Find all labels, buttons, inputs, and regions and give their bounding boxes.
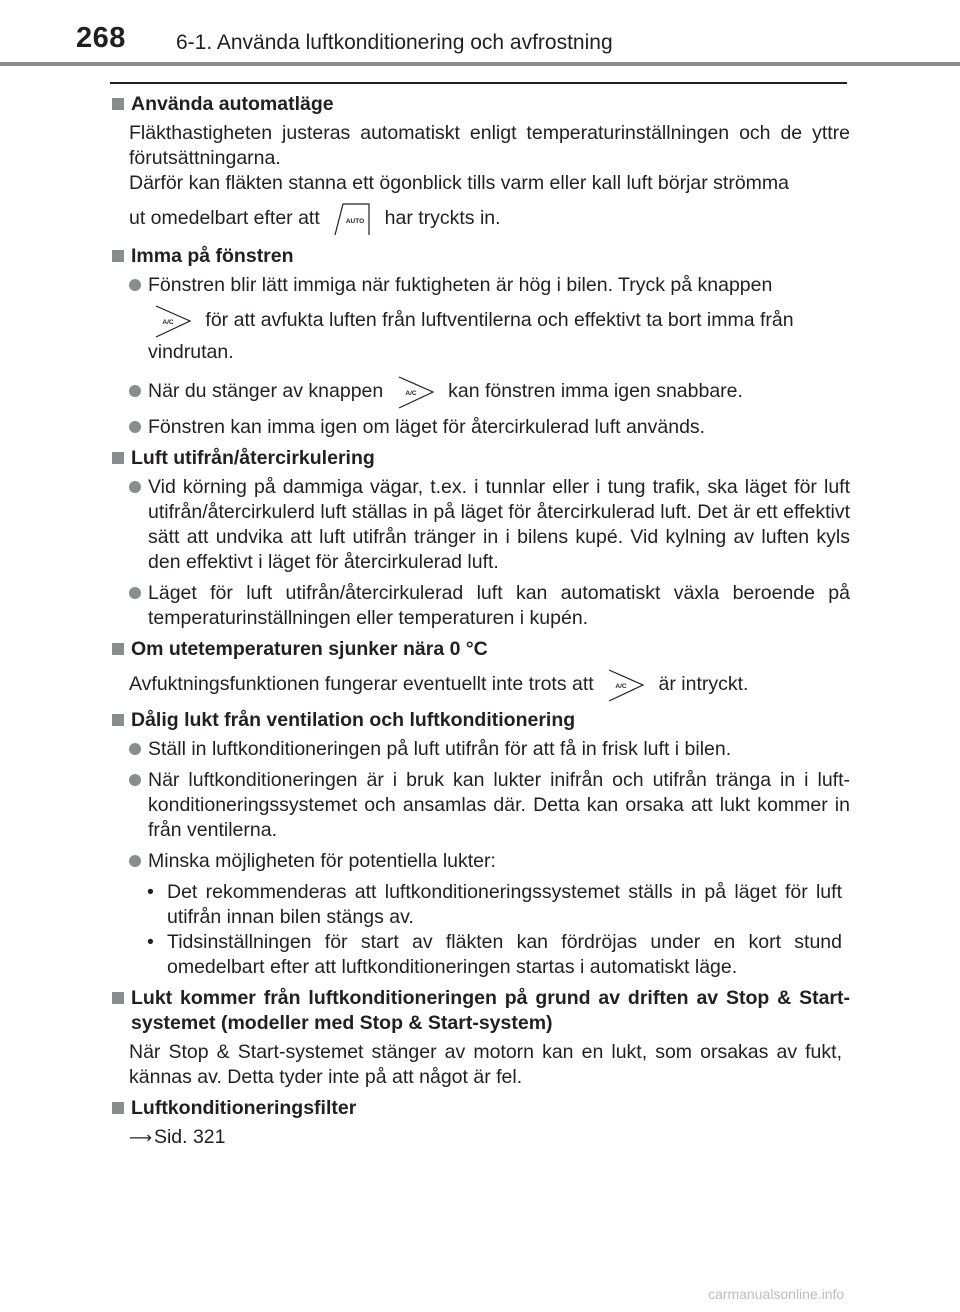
page-reference[interactable]: ⟶ Sid. 321 bbox=[129, 1125, 850, 1151]
section-heading: Använda automatläge bbox=[110, 92, 850, 117]
section-cold-temperature bbox=[110, 637, 850, 702]
section-auto bbox=[110, 92, 850, 236]
section-heading: Dålig lukt från ventilation och luftkonditionering bbox=[110, 708, 850, 733]
list-item: Ställ in luftkonditioneringen på luft utifrån för att få in frisk luft i bilen. bbox=[129, 737, 850, 762]
list-item: Fönstren kan imma igen om läget för återcirkulerad luft används. bbox=[129, 415, 850, 440]
watermark: carmanualsonline.info bbox=[708, 1286, 845, 1302]
section-mist bbox=[110, 244, 850, 440]
list-item: När luftkonditioneringen är i bruk kan lukter inifrån och utifrån tränga in i luft-konditioneringssystemet och ansamlas där. Detta kan orsaka att lukt kommer in från ventilerna. bbox=[129, 768, 850, 843]
section-stop-start bbox=[110, 986, 850, 1090]
paragraph: Därför kan fläkten stanna ett ögonblick tills varm eller kall luft börjar strömma bbox=[129, 172, 790, 194]
section-filter bbox=[110, 1096, 850, 1151]
chapter-title: 6-1. Använda luftkonditionering och avfrostning bbox=[176, 31, 613, 54]
sub-list-item: • Det rekommenderas att luftkonditioneringssystemet ställs in på läget för luft utifrån innan bilen stängs av. bbox=[147, 881, 842, 928]
square-bullet-icon bbox=[112, 98, 124, 110]
paragraph: När Stop & Start-systemet stänger av motorn kan en lukt, som orsakas av fukt, kännas av. Detta tyder inte på att något är fel. bbox=[129, 1041, 842, 1088]
section-heading: Luft utifrån/återcirkulering bbox=[110, 446, 850, 471]
sub-bullet-icon: • bbox=[147, 931, 154, 953]
square-bullet-icon bbox=[112, 643, 124, 655]
ac-button-icon bbox=[154, 304, 192, 338]
header-rule bbox=[0, 62, 960, 66]
section-odor bbox=[110, 708, 850, 980]
bullet-icon bbox=[129, 481, 141, 493]
paragraph: Fläkthastigheten justeras automatiskt enligt temperaturinställningen och de yttre förutsättningarna. bbox=[129, 122, 850, 169]
bullet-icon bbox=[129, 421, 141, 433]
page-header bbox=[0, 0, 960, 66]
ac-button-icon bbox=[397, 375, 435, 409]
square-bullet-icon bbox=[112, 992, 124, 1004]
ac-button-icon bbox=[607, 668, 645, 702]
section-heading: Luftkonditioneringsfilter bbox=[110, 1096, 850, 1121]
square-bullet-icon bbox=[112, 250, 124, 262]
square-bullet-icon bbox=[112, 714, 124, 726]
auto-button-icon bbox=[333, 202, 371, 236]
svg-text:A/C: A/C bbox=[162, 318, 174, 326]
svg-text:AUTO: AUTO bbox=[346, 217, 365, 225]
square-bullet-icon bbox=[112, 452, 124, 464]
bullet-icon bbox=[129, 279, 141, 291]
arrow-right-icon: ⟶ bbox=[129, 1130, 152, 1147]
section-rule bbox=[110, 82, 847, 84]
bullet-icon bbox=[129, 587, 141, 599]
list-item: När du stänger av knappen A/C kan fönstren imma igen snabbare. bbox=[129, 373, 850, 409]
square-bullet-icon bbox=[112, 1102, 124, 1114]
paragraph: Avfuktningsfunktionen fungerar eventuellt inte trots att A/C är intryckt. bbox=[129, 666, 850, 702]
bullet-icon bbox=[129, 743, 141, 755]
svg-text:A/C: A/C bbox=[405, 389, 417, 397]
list-item: Läget för luft utifrån/återcirkulerad luft kan automatiskt växla beroende på temperaturinställningen eller temperaturen i kupén. bbox=[129, 581, 850, 631]
bullet-icon bbox=[129, 774, 141, 786]
list-item: Vid körning på dammiga vägar, t.ex. i tunnlar eller i tung trafik, ska läget för luft utifrån/återcirkulerd luft ställas in på läget för återcirkulerad luft. Det är ett effektivt sätt att undvika att luft utifrån tränger in i bilens kupé. Vid kylning av luften kyls den effektivt i läget för återcirkulerad luft. bbox=[129, 475, 850, 575]
section-heading: Om utetemperaturen sjunker nära 0 °C bbox=[110, 637, 850, 662]
paragraph: ut omedelbart efter att AUTO har tryckts in. bbox=[129, 200, 850, 236]
sub-bullet-icon: • bbox=[147, 881, 154, 903]
page-number: 268 bbox=[76, 22, 126, 54]
section-heading: Lukt kommer från luftkonditioneringen på grund av driften av Stop & Start-systemet (modeller med Stop & Start-system) bbox=[110, 986, 850, 1036]
section-recirculation bbox=[110, 446, 850, 631]
bullet-icon bbox=[129, 385, 141, 397]
list-item: Fönstren blir lätt immiga när fuktigheten är hög i bilen. Tryck på knappen A/C för att avfukta luften från luftventilerna och effektivt ta bort imma från vindrutan. bbox=[129, 273, 850, 365]
bullet-icon bbox=[129, 855, 141, 867]
section-heading: Imma på fönstren bbox=[110, 244, 850, 269]
svg-text:A/C: A/C bbox=[615, 682, 627, 690]
list-item: Minska möjligheten för potentiella lukter: bbox=[129, 849, 850, 874]
page-content bbox=[110, 92, 850, 1151]
sub-list-item: • Tidsinställningen för start av fläkten kan fördröjas under en kort stund omedelbart efter att luftkonditioneringen startas i automatiskt läge. bbox=[147, 931, 842, 978]
